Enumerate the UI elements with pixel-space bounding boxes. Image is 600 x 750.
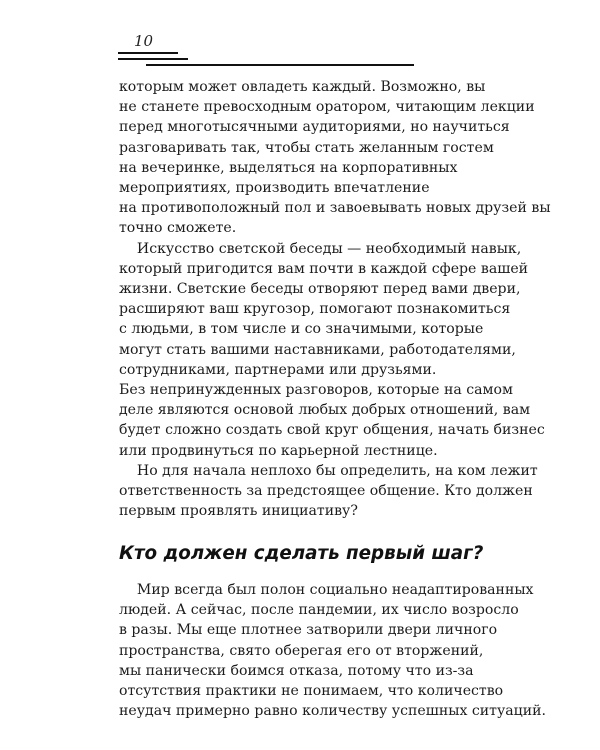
- text-line: деле являются основой любых добрых отношений, вам: [119, 402, 531, 419]
- section-heading: Кто должен сделать первый шаг?: [119, 543, 484, 564]
- text-line: точно сможете.: [119, 220, 237, 237]
- text-line: пространства, свято оберегая его от вторжений,: [119, 642, 484, 659]
- text-line: с людьми, в том числе и со значимыми, которые: [119, 321, 484, 338]
- text-line: перед многотысячными аудиториями, но научиться: [119, 119, 510, 136]
- text-line: который пригодится вам почти в каждой сфере вашей: [119, 260, 529, 277]
- text-line: не станете превосходным оратором, читающим лекции: [119, 99, 535, 116]
- text-line: людей. А сейчас, после пандемии, их число возросло: [119, 602, 519, 619]
- text-line: в разы. Мы еще плотнее затворили двери личного: [119, 622, 498, 639]
- text-line: которым может овладеть каждый. Возможно, вы: [119, 79, 486, 95]
- body-text-intro: [119, 77, 551, 521]
- text-line: или продвинуться по карьерной лестнице.: [119, 442, 438, 459]
- text-line: могут стать вашими наставниками, работодателями,: [119, 341, 516, 358]
- body-text-section: [119, 580, 546, 721]
- header-rule-middle: [118, 58, 188, 60]
- text-line: Но для начала неплохо бы определить, на ком лежит: [119, 462, 538, 479]
- text-line: Мир всегда был полон социально неадаптированных: [119, 582, 534, 598]
- header-rule-top: [118, 52, 178, 54]
- text-line: разговаривать так, чтобы стать желанным гостем: [119, 139, 494, 156]
- page-number: 10: [134, 32, 154, 50]
- text-line: ответственность за предстоящее общение. Кто должен: [119, 483, 533, 500]
- text-line: будет сложно создать свой круг общения, начать бизнес: [119, 422, 545, 439]
- text-line: первым проявлять инициативу?: [119, 503, 358, 520]
- text-line: отсутствия практики не понимаем, что количество: [119, 683, 504, 700]
- header-rule-long: [146, 64, 414, 66]
- text-line: Искусство светской беседы — необходимый навык,: [119, 240, 522, 257]
- text-line: мы панически боимся отказа, потому что из-за: [119, 662, 474, 679]
- text-line: на вечеринке, выделяться на корпоративных: [119, 159, 458, 176]
- text-line: на противоположный пол и завоевывать новых друзей вы: [119, 200, 551, 217]
- text-line: сотрудниками, партнерами или друзьями.: [119, 361, 437, 378]
- text-line: Без непринужденных разговоров, которые на самом: [119, 382, 513, 399]
- text-line: жизни. Светские беседы отворяют перед вами двери,: [119, 281, 521, 298]
- text-line: мероприятиях, производить впечатление: [119, 180, 430, 197]
- text-line: неудач примерно равно количеству успешных ситуаций.: [119, 703, 546, 720]
- text-line: расширяют ваш кругозор, помогают познакомиться: [119, 301, 511, 318]
